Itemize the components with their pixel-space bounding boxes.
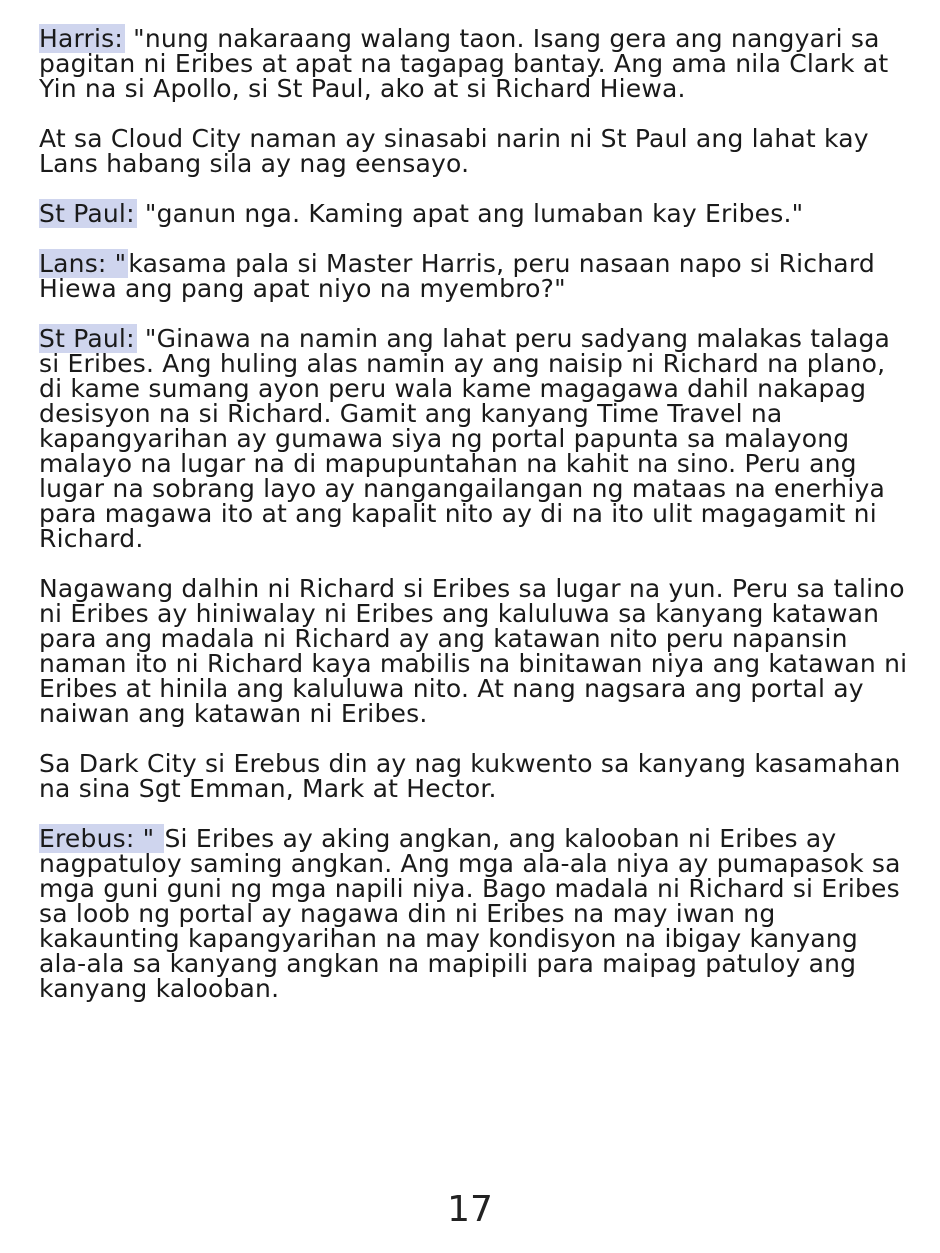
paragraph-harris — [39, 26, 909, 101]
page-body — [39, 26, 909, 1001]
paragraph-text: At sa Cloud City naman ay sinasabi narin ni St Paul ang lahat kay Lans habang sila ay nag eensayo. — [39, 124, 869, 178]
paragraph-text: "ganun nga. Kaming apat ang lumaban kay Eribes." — [136, 199, 804, 228]
paragraph-text: Si Eribes ay aking angkan, ang kalooban ni Eribes ay nagpatuloy saming angkan. Ang mga ala-ala niya ay pumapasok sa mga guni guni ng mga napili niya. Bago madala ni Richard si Eribes sa loob ng portal ay nagawa din ni Eribes na may iwan ng kakaunting kapangyarihan na may kondisyon na ibigay kanyang ala-ala sa kanyang angkan na mapipili para maipag patuloy ang kanyang kalooban. — [39, 824, 901, 1003]
paragraph-text: Nagawang dalhin ni Richard si Eribes sa lugar na yun. Peru sa talino ni Eribes ay hiniwalay ni Eribes ang kaluluwa sa kanyang katawan para ang madala ni Richard ay ang katawan nito peru napansin naman ito ni Richard kaya mabilis na binitawan niya ang katawan ni Eribes at hinila ang kaluluwa nito. At nang nagsara ang portal ay naiwan ang katawan ni Eribes. — [39, 574, 908, 728]
speaker-label: Erebus: " — [39, 824, 163, 853]
speaker-label: St Paul: — [39, 324, 135, 353]
paragraph-narration-cloud-city — [39, 126, 909, 176]
paragraph-text: "Ginawa na namin ang lahat peru sadyang malakas talaga si Eribes. Ang huling alas namin ay ang naisip ni Richard na plano, di kame sumang ayon peru wala kame magagawa dahil nakapag desisyon na si Richard. Gamit ang kanyang Time Travel na kapangyarihan ay gumawa siya ng portal papunta sa malayong malayo na lugar na di mapupuntahan na kahit na sino. Peru ang lugar na sobrang layo ay nangangailangan ng mataas na enerhiya para magawa ito at ang kapalit nito ay di na ito ulit magagamit ni Richard. — [39, 324, 891, 553]
speaker-label: St Paul: — [39, 199, 135, 228]
paragraph-narration-richard — [39, 576, 909, 726]
paragraph-st-paul-1 — [39, 201, 909, 226]
paragraph-text: "nung nakaraang walang taon. Isang gera ang nangyari sa pagitan ni Eribes at apat na tagapag bantay. Ang ama nila Clark at Yin na si Apollo, si St Paul, ako at si Richard Hiewa. — [39, 24, 889, 103]
paragraph-text: kasama pala si Master Harris, peru nasaan napo si Richard Hiewa ang pang apat niyo na myembro?" — [39, 249, 875, 303]
paragraph-lans — [39, 251, 909, 301]
speaker-label: Lans: " — [39, 249, 127, 278]
paragraph-erebus — [39, 826, 909, 1001]
page-number: 17 — [447, 1189, 493, 1230]
speaker-label: Harris: — [39, 24, 124, 53]
paragraph-narration-dark-city — [39, 751, 909, 801]
paragraph-text: Sa Dark City si Erebus din ay nag kukwento sa kanyang kasamahan na sina Sgt Emman, Mark at Hector. — [39, 749, 901, 803]
paragraph-st-paul-2 — [39, 326, 909, 551]
